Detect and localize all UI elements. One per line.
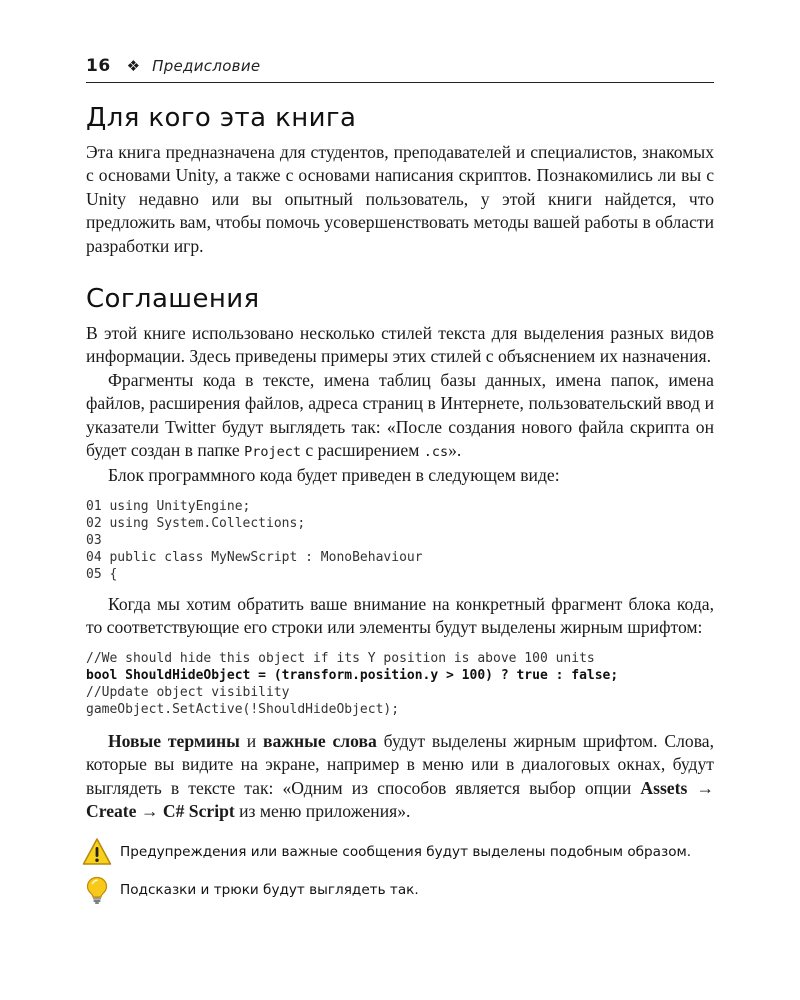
code-bold-line: bool ShouldHideObject = (transform.position.y > 100) ? true : false; [86, 667, 619, 683]
diamond-ornament-icon: ❖ [126, 57, 141, 75]
conventions-intro-paragraph: В этой книге использовано несколько стилей текста для выделения разных видов информации. Здесь приведены примеры этих стилей с объяснением их назначения. [86, 323, 714, 367]
extension-code: .cs [423, 444, 449, 461]
code-line: 03 [86, 532, 102, 548]
heading-conventions: Соглашения [86, 284, 260, 315]
code-block-intro: Блок программного кода будет приведен в следующем виде: [108, 465, 560, 486]
warning-note-text: Предупреждения или важные сообщения будут выделены подобным образом. [120, 844, 692, 861]
menu-csharp-script: C# Script [162, 800, 235, 821]
code-line: 02 using System.Collections; [86, 515, 306, 531]
audience-paragraph: Эта книга предназначена для студентов, преподавателей и специалистов, знакомых с основами Unity, а также с основами написания скриптов. Познакомились ли вы с Unity недавно или вы опытный пользователь, у этой книги найдется, что предложить вам, чтобы помочь усовершенствовать методы вашей работы в области разработки игр. [86, 142, 714, 256]
warning-icon [82, 837, 112, 867]
menu-create: Create [86, 800, 137, 821]
code-line: 01 using UnityEngine; [86, 498, 251, 514]
menu-assets: Assets [640, 777, 688, 798]
heading-audience: Для кого эта книга [86, 103, 357, 133]
warning-note [82, 837, 714, 867]
bold-code-intro: Когда мы хотим обратить ваше внимание на конкретный фрагмент блока кода, то соответствующие его строки или элементы будут выделены жирным шрифтом: [86, 593, 714, 638]
code-comment-line: //We should hide this object if its Y position is above 100 units [86, 650, 595, 666]
code-line: gameObject.SetActive(!ShouldHideObject); [86, 701, 400, 717]
running-header-title: Предисловие [152, 57, 261, 75]
code-in-text-before: Фрагменты кода в тексте, имена таблиц базы данных, имена папок, имена файлов, расширения файлов, адреса страниц в Интернете, пользовательский ввод и указатели Twitter будут выглядеть так: «После создания нового файла скрипта он будет создан в папке [86, 369, 714, 461]
code-block-example [86, 498, 714, 583]
terms-and: и [239, 730, 263, 751]
terms-text-2: из меню приложения». [234, 800, 411, 821]
code-line: 04 public class MyNewScript : MonoBehaviour [86, 549, 423, 565]
menu-arrow-icon: → [696, 777, 714, 798]
new-terms-bold: Новые термины [108, 730, 240, 751]
code-in-text-after: ». [448, 440, 462, 461]
lightbulb-icon [82, 875, 112, 905]
code-in-text-middle: с расширением [300, 440, 424, 461]
folder-name-code: Project [244, 444, 301, 461]
code-comment-line: //Update object visibility [86, 684, 290, 700]
terms-paragraph [86, 730, 714, 824]
bold-code-block-example [86, 650, 714, 718]
terms-text-1: будут выделены жирным шрифтом. Слова, которые вы видите на экране, например в меню или в диалоговых окнах, будут выглядеть в тексте так: «Одним из способов является выбор опции [86, 730, 714, 798]
code-line: 05 { [86, 566, 118, 582]
book-page [86, 56, 714, 905]
tip-note-text: Подсказки и трюки будут выглядеть так. [120, 882, 419, 899]
page-number: 16 [86, 56, 111, 76]
tip-note [82, 875, 714, 905]
menu-arrow-icon: → [140, 800, 159, 821]
important-words-bold: важные слова [262, 730, 377, 751]
code-in-text-paragraph [86, 369, 714, 465]
running-header [86, 56, 714, 83]
